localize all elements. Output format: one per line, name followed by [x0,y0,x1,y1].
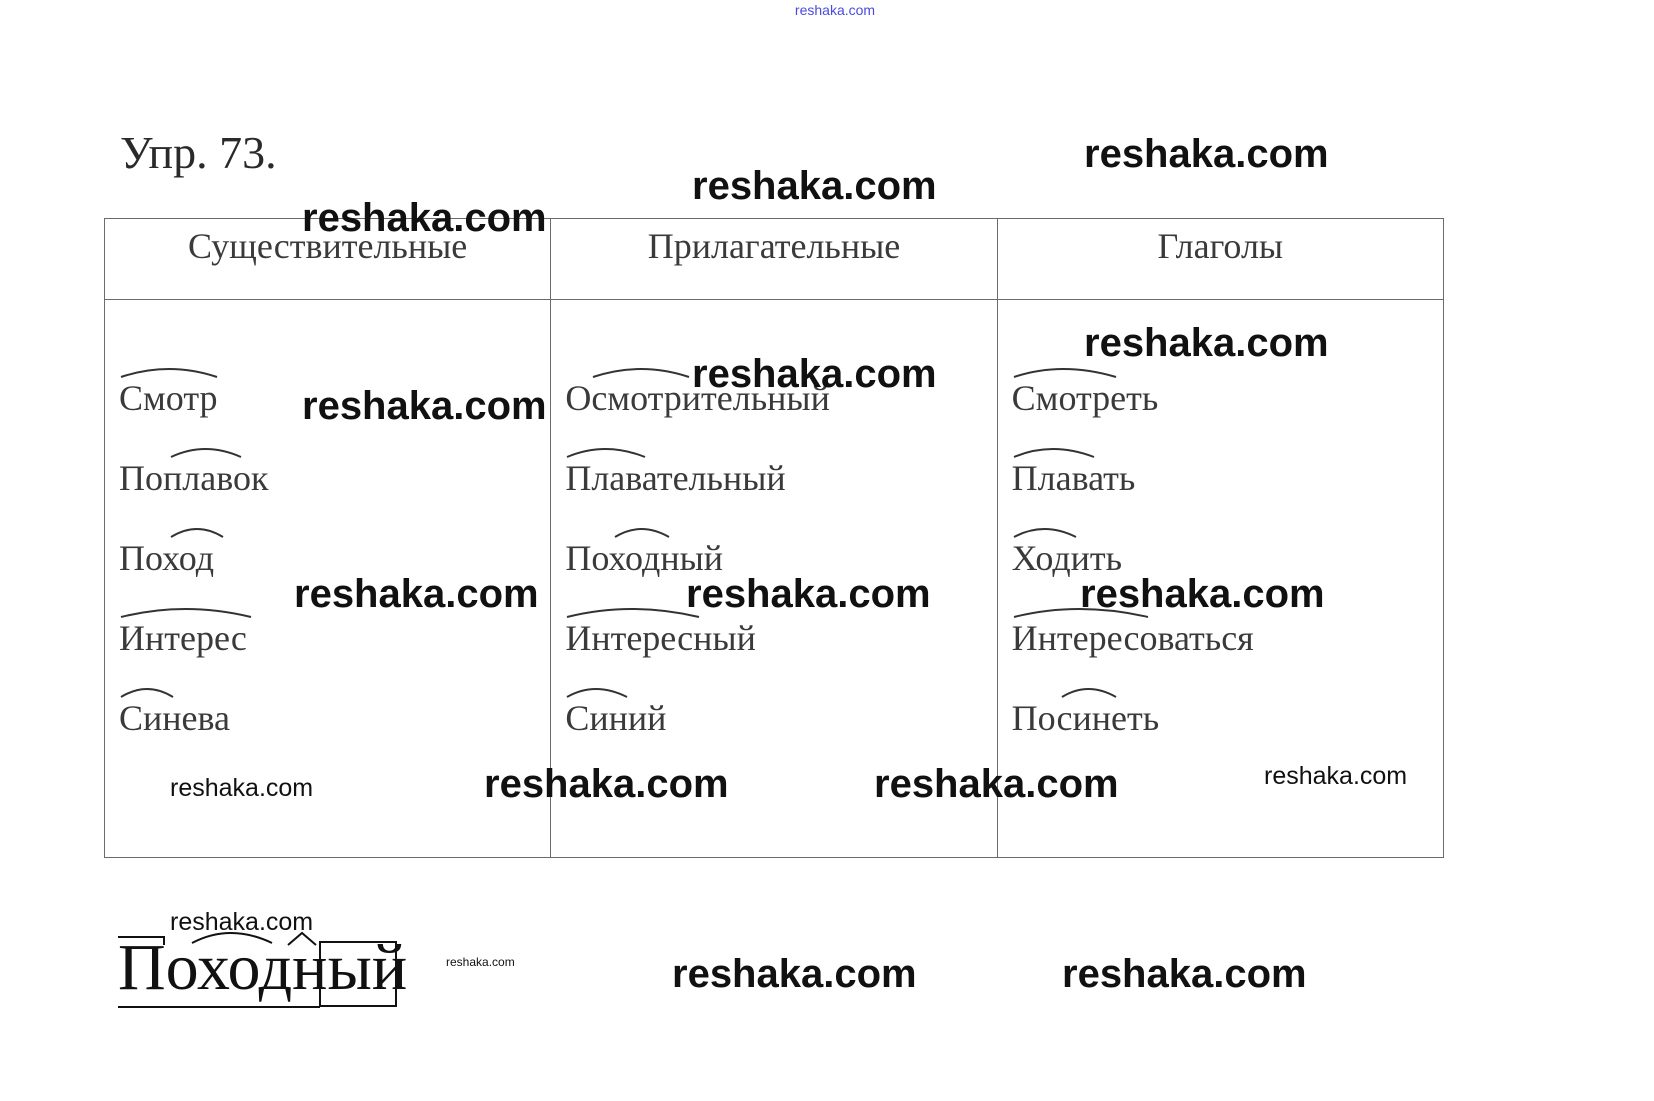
word-interesny: Интересный [565,605,996,685]
watermark: reshaka.com [874,762,1119,806]
top-watermark: reshaka.com [794,2,876,18]
word-plavat: Плавать [1012,445,1443,525]
watermark: reshaka.com [686,572,931,616]
word-siny: Синий [565,685,996,765]
watermark: reshaka.com [672,952,917,996]
watermark: reshaka.com [1264,762,1408,790]
parsed-word-stem: Походн [118,931,328,1004]
word-interesovatsya: Интересоваться [1012,605,1443,685]
word-smotret: Смотреть [1012,365,1443,445]
parsed-word-ending: ый [327,931,408,1004]
header-nouns: Существительные [105,219,551,300]
word-osmotritelny: Осмотрительный [565,365,996,445]
watermark: reshaka.com [302,384,547,428]
watermark: reshaka.com [446,955,515,969]
watermark: reshaka.com [692,352,937,396]
watermark: reshaka.com [302,196,547,240]
watermark: reshaka.com [692,164,937,208]
word-pokhodny: Походный [565,525,996,605]
watermark: reshaka.com [1080,572,1325,616]
words-table [104,218,1444,858]
exercise-title: Упр. 73. [120,127,277,178]
word-sineva: Синева [119,685,550,765]
word-interes: Интерес [119,605,550,685]
watermark: reshaka.com [294,572,539,616]
word-smotr: Смотр [119,365,550,445]
watermark: reshaka.com [1062,952,1307,996]
word-posinet: Посинеть [1012,685,1443,765]
word-khodit: Ходить [1012,525,1443,605]
word-plavatelny: Плавательный [565,445,996,525]
header-adjectives: Прилагательные [551,219,997,300]
watermark: reshaka.com [1084,321,1329,365]
word-pokhod: Поход [119,525,550,605]
watermark: reshaka.com [170,774,314,802]
watermark: reshaka.com [484,762,729,806]
watermark: reshaka.com [1084,132,1329,176]
prefix-mark [118,937,164,945]
header-verbs: Глаголы [997,219,1443,300]
word-poplavok: Поплавок [119,445,550,525]
ending-box [320,942,396,1006]
watermark: reshaka.com [170,908,314,936]
